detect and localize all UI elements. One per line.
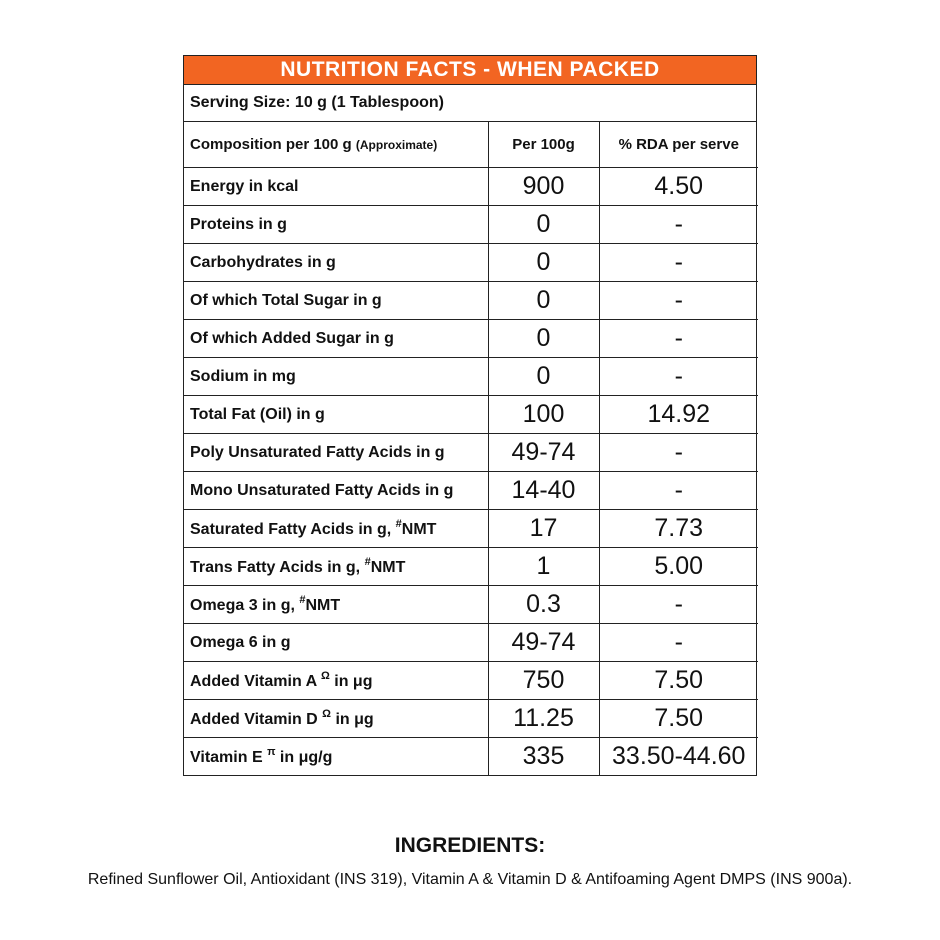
row-per-100g: 49-74 xyxy=(488,624,599,662)
table-row xyxy=(184,548,758,586)
row-label-text: Poly Unsaturated Fatty Acids in g xyxy=(190,443,445,461)
row-label-text: Of which Added Sugar in g xyxy=(190,329,394,347)
row-label-marker: # xyxy=(395,518,402,530)
table-row xyxy=(184,168,758,206)
row-label-marker: Ω xyxy=(322,708,331,720)
header-rda: % RDA per serve xyxy=(599,122,758,168)
nutrition-facts-panel xyxy=(183,55,757,776)
row-label-text: Total Fat (Oil) in g xyxy=(190,405,325,423)
row-label-text: Saturated Fatty Acids in g, xyxy=(190,521,396,538)
row-label-unit: NMT xyxy=(370,559,406,576)
row-rda: - xyxy=(599,358,758,396)
row-rda: 33.50-44.60 xyxy=(599,738,758,776)
row-label-unit: NMT xyxy=(401,521,437,538)
row-rda: - xyxy=(599,244,758,282)
row-label xyxy=(184,244,488,282)
row-label xyxy=(184,548,488,586)
table-row xyxy=(184,434,758,472)
row-label-text: Energy in kcal xyxy=(190,177,299,195)
table-row xyxy=(184,282,758,320)
row-label xyxy=(184,738,488,776)
row-per-100g: 900 xyxy=(488,168,599,206)
row-rda: - xyxy=(599,624,758,662)
row-label-unit: in μg/g xyxy=(275,749,333,766)
nutrition-title: NUTRITION FACTS - WHEN PACKED xyxy=(184,56,756,85)
row-rda: - xyxy=(599,434,758,472)
table-row xyxy=(184,358,758,396)
row-rda: 14.92 xyxy=(599,396,758,434)
row-label xyxy=(184,586,488,624)
row-label xyxy=(184,358,488,396)
row-per-100g: 0 xyxy=(488,320,599,358)
row-label xyxy=(184,624,488,662)
table-row xyxy=(184,510,758,548)
row-label-text: Trans Fatty Acids in g, xyxy=(190,559,365,576)
row-per-100g: 335 xyxy=(488,738,599,776)
row-label-text: Proteins in g xyxy=(190,215,287,233)
row-rda: - xyxy=(599,320,758,358)
row-label-text: Added Vitamin D xyxy=(190,711,323,728)
row-label-text: Mono Unsaturated Fatty Acids in g xyxy=(190,481,454,499)
row-per-100g: 1 xyxy=(488,548,599,586)
row-rda: 7.50 xyxy=(599,662,758,700)
row-label xyxy=(184,434,488,472)
row-label-marker: # xyxy=(364,556,371,568)
header-composition xyxy=(184,122,488,168)
row-label-text: Omega 3 in g, xyxy=(190,597,300,614)
row-label-marker: Ω xyxy=(320,670,330,682)
nutrition-table xyxy=(184,122,758,775)
row-label xyxy=(184,662,488,700)
row-rda: 5.00 xyxy=(599,548,758,586)
row-label-unit: in μg xyxy=(329,673,373,690)
table-row xyxy=(184,586,758,624)
row-per-100g: 100 xyxy=(488,396,599,434)
header-approximate: (Approximate) xyxy=(355,138,438,152)
row-label xyxy=(184,168,488,206)
row-label-unit: in μg xyxy=(331,711,374,728)
row-label xyxy=(184,700,488,738)
header-per-100g: Per 100g xyxy=(488,122,599,168)
table-row xyxy=(184,396,758,434)
row-label-text: Of which Total Sugar in g xyxy=(190,291,382,309)
row-per-100g: 0.3 xyxy=(488,586,599,624)
row-per-100g: 11.25 xyxy=(488,700,599,738)
row-per-100g: 49-74 xyxy=(488,434,599,472)
row-rda: - xyxy=(599,282,758,320)
ingredients-text: Refined Sunflower Oil, Antioxidant (INS 319), Vitamin A & Vitamin D & Antifoaming Agent DMPS (INS 900a). xyxy=(87,871,853,888)
row-rda: 7.73 xyxy=(599,510,758,548)
row-label-text: Added Vitamin A xyxy=(190,673,321,690)
table-row xyxy=(184,662,758,700)
row-label xyxy=(184,396,488,434)
row-label-text: Carbohydrates in g xyxy=(190,253,336,271)
row-label xyxy=(184,320,488,358)
row-rda: - xyxy=(599,206,758,244)
table-row xyxy=(184,472,758,510)
row-label xyxy=(184,282,488,320)
row-label-text: Vitamin E xyxy=(190,749,268,766)
row-rda: - xyxy=(599,472,758,510)
row-rda: 4.50 xyxy=(599,168,758,206)
row-per-100g: 0 xyxy=(488,282,599,320)
row-rda: - xyxy=(599,586,758,624)
row-label xyxy=(184,510,488,548)
row-per-100g: 0 xyxy=(488,358,599,396)
row-label-text: Omega 6 in g xyxy=(190,633,291,651)
row-per-100g: 750 xyxy=(488,662,599,700)
row-rda: 7.50 xyxy=(599,700,758,738)
row-label-marker: π xyxy=(267,746,276,758)
row-label-marker: # xyxy=(299,594,306,606)
table-row xyxy=(184,624,758,662)
header-composition-label: Composition per 100 g xyxy=(190,136,352,153)
table-row xyxy=(184,206,758,244)
row-per-100g: 14-40 xyxy=(488,472,599,510)
table-row xyxy=(184,320,758,358)
row-label-unit: NMT xyxy=(305,597,341,614)
table-row xyxy=(184,738,758,776)
table-row xyxy=(184,700,758,738)
row-label xyxy=(184,206,488,244)
row-label-text: Sodium in mg xyxy=(190,367,296,385)
row-per-100g: 0 xyxy=(488,206,599,244)
table-row xyxy=(184,244,758,282)
row-per-100g: 17 xyxy=(488,510,599,548)
row-label xyxy=(184,472,488,510)
ingredients-title: INGREDIENTS: xyxy=(394,834,546,857)
table-header-row xyxy=(184,122,758,168)
row-per-100g: 0 xyxy=(488,244,599,282)
serving-size: Serving Size: 10 g (1 Tablespoon) xyxy=(184,85,756,122)
